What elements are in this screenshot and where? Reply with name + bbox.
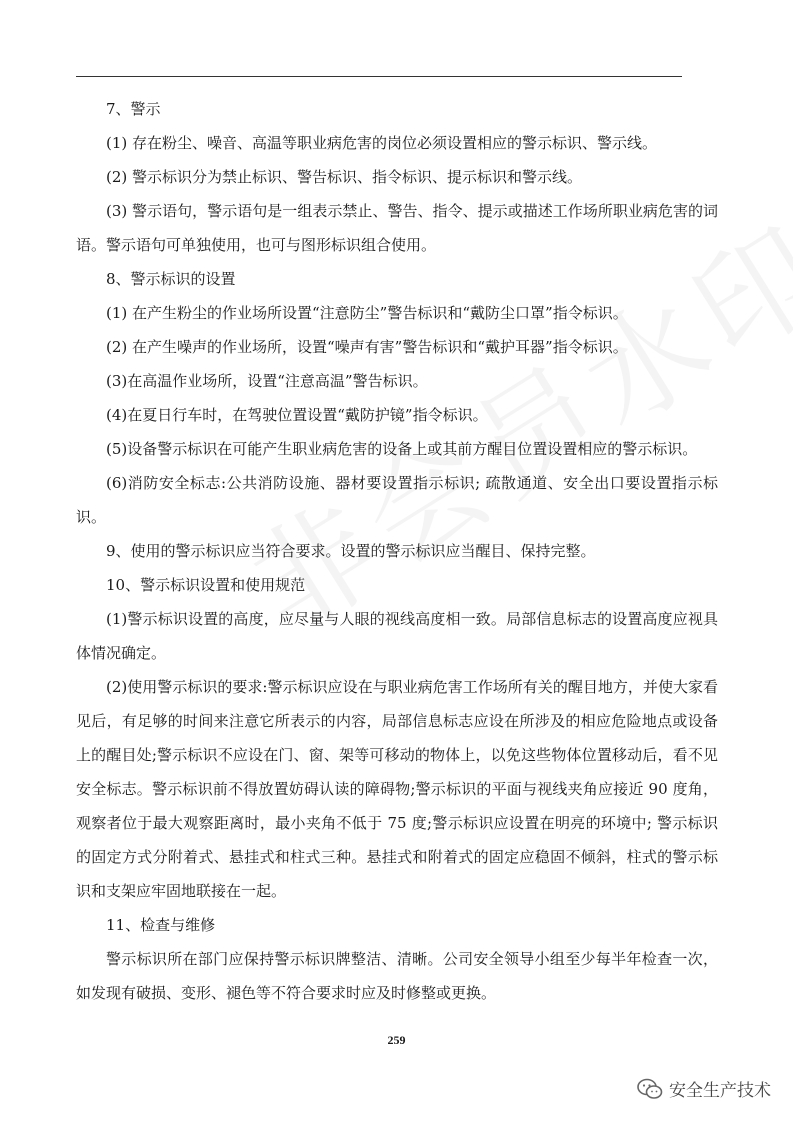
- paragraph: (5)设备警示标识在可能产生职业病危害的设备上或其前方醒目位置设置相应的警示标识。: [106, 440, 698, 458]
- paragraph: (3) 警示语句，警示语句是一组表示禁止、警告、指令、提示或描述工作场所职业病危害的词语。警示语句可单独使用，也可与图形标识组合使用。: [76, 202, 718, 254]
- paragraph: (1)警示标识设置的高度，应尽量与人眼的视线高度相一致。局部信息标志的设置高度应视具体情况确定。: [76, 610, 718, 662]
- paragraph: 警示标识所在部门应保持警示标识牌整洁、清晰。公司安全领导小组至少每半年检查一次，如发现有破损、变形、褪色等不符合要求时应及时修整或更换。: [76, 950, 718, 1002]
- paragraph: (2) 在产生噪声的作业场所，设置“噪声有害”警告标识和“戴护耳器”指令标识。: [106, 338, 628, 356]
- page-number: 259: [387, 1033, 406, 1047]
- paragraph: (6)消防安全标志:公共消防设施、器材要设置指示标识; 疏散通道、安全出口要设置指示标识。: [76, 474, 718, 526]
- heading-10: 10、警示标识设置和使用规范: [106, 576, 306, 594]
- document-body: [76, 92, 718, 1010]
- brand-name: 安全生产技术: [669, 1081, 771, 1101]
- heading-8: 8、警示标识的设置: [106, 270, 236, 288]
- paragraph: (1) 在产生粉尘的作业场所设置“注意防尘”警告标识和“戴防尘口罩”指令标识。: [106, 304, 628, 322]
- heading-7: 7、警示: [106, 100, 161, 118]
- header-rule: [76, 76, 682, 77]
- paragraph: (2)使用警示标识的要求:警示标识应设在与职业病危害工作场所有关的醒目地方，并使大家看见后，有足够的时间来注意它所表示的内容，局部信息标志应设在所涉及的相应危险地点或设备上的醒目处;警示标识不应设在门、窗、架等可移动的物体上，以免这些物体位置移动后，看不见安全标志。警示标识前不得放置妨碍认读的障碍物;警示标识的平面与视线夹角应接近 90 度角，观察者位于最大观察距离时，最小夹角不低于 75 度;警示标识应设置在明亮的环境中; 警示标识的固定方式分附着式、悬挂式和柱式三种。悬挂式和附着式的固定应稳固不倾斜，柱式的警示标识和支架应牢固地联接在一起。: [76, 678, 718, 900]
- heading-9: 9、使用的警示标识应当符合要求。设置的警示标识应当醒目、保持完整。: [106, 542, 596, 560]
- paragraph: (2) 警示标识分为禁止标识、警告标识、指令标识、提示标识和警示线。: [106, 168, 583, 186]
- paragraph: (1) 存在粉尘、噪音、高温等职业病危害的岗位必须设置相应的警示标识、警示线。: [106, 134, 658, 152]
- paragraph: (3)在高温作业场所，设置“注意高温”警告标识。: [106, 372, 428, 390]
- wechat-icon: [637, 1078, 663, 1100]
- brand-badge: [637, 1076, 771, 1101]
- heading-11: 11、检查与维修: [106, 916, 216, 934]
- paragraph: (4)在夏日行车时，在驾驶位置设置“戴防护镜”指令标识。: [106, 406, 488, 424]
